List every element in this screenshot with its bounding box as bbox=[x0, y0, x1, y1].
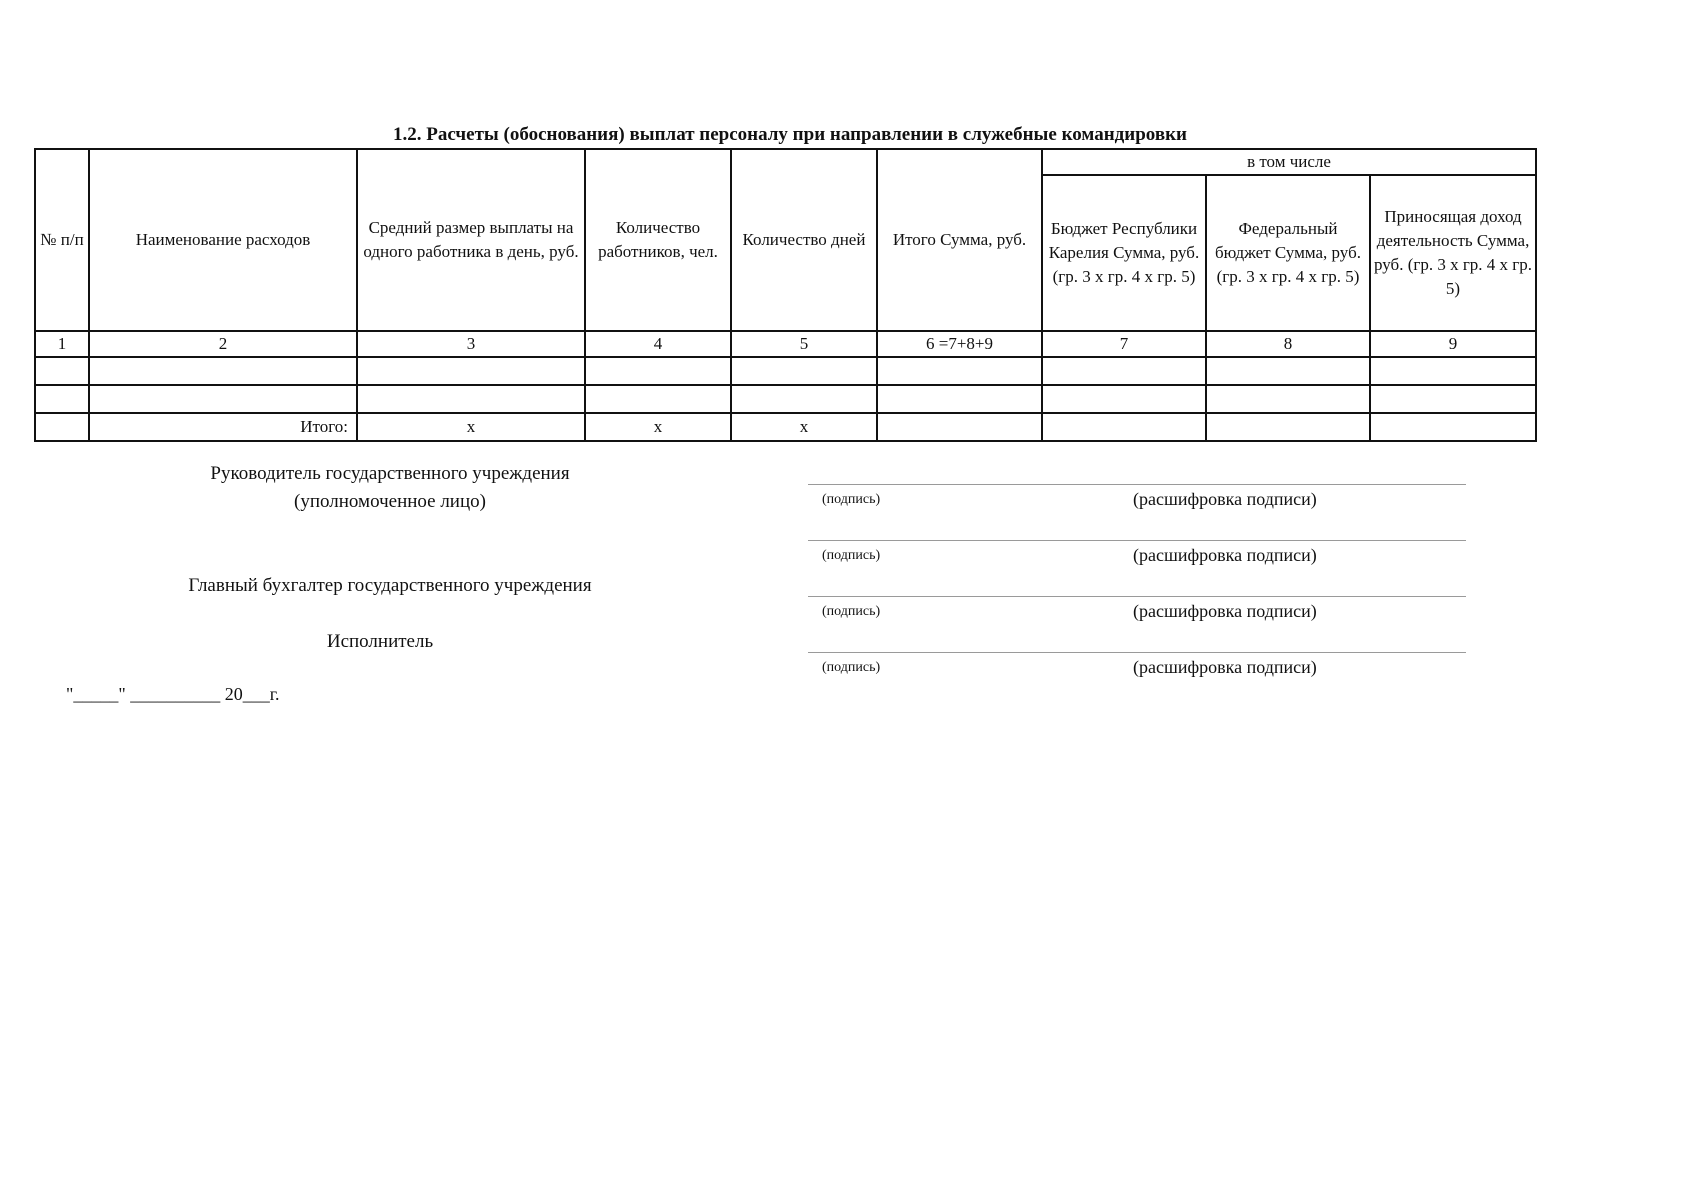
header-cell-karelia-budget: Бюджет Республики Карелия Сумма, руб. (гр. 3 х гр. 4 х гр. 5) bbox=[1042, 175, 1206, 331]
header-cell-days-count: Количество дней bbox=[731, 149, 877, 331]
total-row bbox=[35, 413, 1536, 441]
column-number: 1 bbox=[35, 331, 89, 357]
header-cell-income-activity: Приносящая доход деятельность Сумма, руб. (гр. 3 х гр. 4 х гр. 5) bbox=[1370, 175, 1536, 331]
header-cell-number: № п/п bbox=[35, 149, 89, 331]
total-cell[interactable] bbox=[1206, 413, 1370, 441]
signature-line[interactable] bbox=[808, 596, 1466, 597]
signature-caption: (подпись) bbox=[822, 660, 881, 675]
column-number: 9 bbox=[1370, 331, 1536, 357]
signature-caption: (подпись) bbox=[822, 492, 881, 507]
table-cell[interactable] bbox=[877, 385, 1042, 413]
table-row bbox=[35, 385, 1536, 413]
signature-decode-caption: (расшифровка подписи) bbox=[1133, 601, 1317, 621]
total-cell: х bbox=[585, 413, 731, 441]
column-number: 2 bbox=[89, 331, 357, 357]
head-label-line2: (уполномоченное лицо) bbox=[294, 491, 486, 512]
signature-line[interactable] bbox=[808, 652, 1466, 653]
table-cell[interactable] bbox=[35, 385, 89, 413]
table-cell[interactable] bbox=[1370, 385, 1536, 413]
signature-caption: (подпись) bbox=[822, 548, 881, 563]
header-cell-total-sum: Итого Сумма, руб. bbox=[877, 149, 1042, 331]
table-cell[interactable] bbox=[877, 357, 1042, 385]
column-number: 4 bbox=[585, 331, 731, 357]
document-title: 1.2. Расчеты (обоснования) выплат персоналу при направлении в служебные командировки bbox=[393, 124, 1187, 145]
head-label-line1: Руководитель государственного учреждения bbox=[210, 463, 570, 484]
signature-line[interactable] bbox=[808, 540, 1466, 541]
table-cell[interactable] bbox=[1206, 385, 1370, 413]
signature-decode-caption: (расшифровка подписи) bbox=[1133, 489, 1317, 509]
table-cell[interactable] bbox=[731, 385, 877, 413]
date-field[interactable]: "_____" __________ 20___г. bbox=[66, 684, 280, 704]
table-cell[interactable] bbox=[585, 385, 731, 413]
column-number: 8 bbox=[1206, 331, 1370, 357]
table-cell[interactable] bbox=[357, 357, 585, 385]
signature-decode-caption: (расшифровка подписи) bbox=[1133, 657, 1317, 677]
signature-caption: (подпись) bbox=[822, 604, 881, 619]
executor-label: Исполнитель bbox=[326, 631, 434, 652]
header-cell-federal-budget: Федеральный бюджет Сумма, руб. (гр. 3 х гр. 4 х гр. 5) bbox=[1206, 175, 1370, 331]
column-number: 5 bbox=[731, 331, 877, 357]
column-number: 3 bbox=[357, 331, 585, 357]
header-cell-workers-count: Количество работников, чел. bbox=[585, 149, 731, 331]
table-cell[interactable] bbox=[357, 385, 585, 413]
table-cell[interactable] bbox=[731, 357, 877, 385]
table-cell[interactable] bbox=[1206, 357, 1370, 385]
table-cell[interactable] bbox=[1370, 357, 1536, 385]
chief-accountant-label: Главный бухгалтер государственного учреждения bbox=[188, 575, 592, 596]
table-cell bbox=[35, 413, 89, 441]
signature-decode-caption: (расшифровка подписи) bbox=[1133, 545, 1317, 565]
total-label: Итого: bbox=[89, 413, 357, 441]
signature-line[interactable] bbox=[808, 484, 1466, 485]
header-cell-expense-name: Наименование расходов bbox=[89, 149, 357, 331]
total-cell[interactable] bbox=[1370, 413, 1536, 441]
total-cell[interactable] bbox=[1042, 413, 1206, 441]
table-cell[interactable] bbox=[89, 385, 357, 413]
header-cell-avg-payment: Средний размер выплаты на одного работника в день, руб. bbox=[357, 149, 585, 331]
head-label bbox=[150, 460, 630, 516]
table-cell[interactable] bbox=[585, 357, 731, 385]
calculation-table bbox=[34, 148, 1537, 442]
column-number: 7 bbox=[1042, 331, 1206, 357]
table-cell[interactable] bbox=[1042, 357, 1206, 385]
column-number: 6 =7+8+9 bbox=[877, 331, 1042, 357]
total-cell[interactable] bbox=[877, 413, 1042, 441]
table-cell[interactable] bbox=[89, 357, 357, 385]
column-number-row bbox=[35, 331, 1536, 357]
total-cell: х bbox=[731, 413, 877, 441]
table-cell[interactable] bbox=[35, 357, 89, 385]
table-cell[interactable] bbox=[1042, 385, 1206, 413]
total-cell: х bbox=[357, 413, 585, 441]
table-row bbox=[35, 357, 1536, 385]
header-group-including: в том числе bbox=[1042, 149, 1536, 175]
